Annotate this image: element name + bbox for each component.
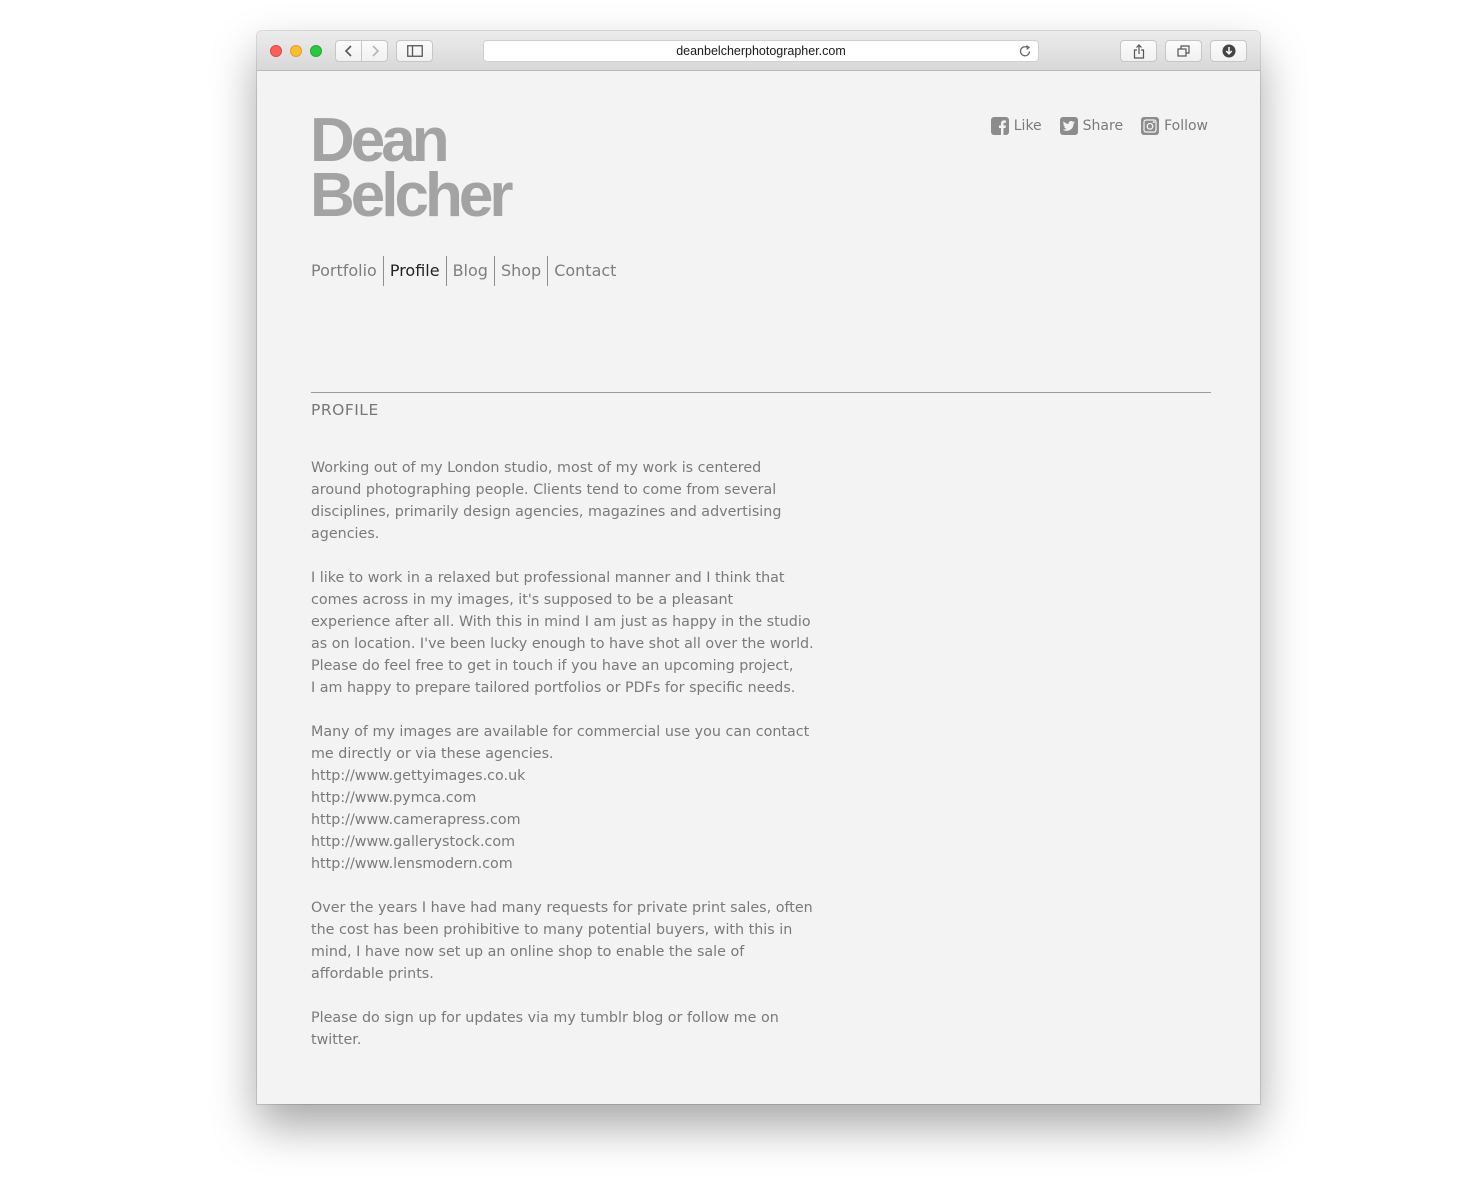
text-line: affordable prints. [311,966,434,982]
address-bar[interactable] [483,40,1039,62]
instagram-follow-link[interactable] [1141,117,1208,135]
nav-item-profile[interactable]: Profile [383,256,446,286]
minimize-window-button[interactable] [290,45,302,57]
sidebar-button[interactable] [396,40,433,62]
agency-link-lensmodern[interactable]: http://www.lensmodern.com [311,856,513,872]
logo-line-2: Belcher [310,161,510,230]
facebook-icon [991,117,1009,135]
profile-paragraph-1 [311,457,891,545]
share-button[interactable] [1120,40,1157,62]
share-icon [1133,44,1145,59]
text-line: twitter. [311,1032,362,1048]
text-line: agencies. [311,526,380,542]
text-line: the cost has been prohibitive to many potential buyers, with this in [311,922,793,938]
browser-toolbar [257,31,1260,71]
text-line: me directly or via these agencies. [311,746,554,762]
nav-item-contact[interactable]: Contact [547,256,622,286]
forward-button[interactable] [361,40,388,62]
text-line: disciplines, primarily design agencies, magazines and advertising [311,504,782,520]
page-title: PROFILE [311,401,379,419]
text-line: experience after all. With this in mind I am just as happy in the studio [311,614,811,630]
text-line: Many of my images are available for commercial use you can contact [311,724,810,740]
instagram-icon [1141,117,1159,135]
agency-link-pymca[interactable]: http://www.pymca.com [311,790,477,806]
agency-link-camerapress[interactable]: http://www.camerapress.com [311,812,521,828]
text-line: comes across in my images, it's supposed to be a pleasant [311,592,734,608]
agency-link-getty[interactable]: http://www.gettyimages.co.uk [311,768,526,784]
text-line: Please do sign up for updates via my tumblr blog or follow me on [311,1010,779,1026]
text-line: I like to work in a relaxed but professional manner and I think that [311,570,785,586]
profile-paragraph-4 [311,897,891,985]
facebook-like-link[interactable] [991,117,1042,135]
section-divider [311,392,1211,393]
text-line: as on location. I've been lucky enough to have shot all over the world. [311,636,814,652]
text-line: Please do feel free to get in touch if you have an upcoming project, [311,658,794,674]
logo-line-1: Dean [310,106,446,175]
sidebar-icon [407,45,423,57]
maximize-window-button[interactable] [310,45,322,57]
profile-paragraph-5 [311,1007,891,1051]
nav-item-portfolio[interactable]: Portfolio [311,261,377,280]
site-logo[interactable] [310,106,510,230]
chevron-left-icon [344,45,354,57]
text-line: Working out of my London studio, most of my work is centered [311,460,762,476]
follow-label: Follow [1164,118,1208,134]
text-line: mind, I have now set up an online shop to enable the sale of [311,944,745,960]
url-text: deanbelcherphotographer.com [676,44,846,58]
chevron-right-icon [370,45,380,57]
share-label: Share [1082,118,1124,134]
text-line: I am happy to prepare tailored portfolios or PDFs for specific needs. [311,680,796,696]
profile-paragraph-3 [311,721,891,875]
agency-link-gallerystock[interactable]: http://www.gallerystock.com [311,834,516,850]
show-tabs-button[interactable] [1165,40,1202,62]
profile-body [311,457,891,1073]
browser-window [257,31,1260,1104]
twitter-share-link[interactable] [1060,117,1123,135]
nav-item-shop[interactable]: Shop [494,256,547,286]
reload-icon[interactable] [1019,44,1032,58]
download-icon [1222,44,1236,58]
social-links [991,117,1208,135]
downloads-button[interactable] [1210,40,1247,62]
like-label: Like [1013,118,1042,134]
profile-paragraph-2 [311,567,891,699]
back-button[interactable] [335,40,362,62]
tabs-icon [1177,45,1191,57]
text-line: around photographing people. Clients tend to come from several [311,482,777,498]
nav-item-blog[interactable]: Blog [446,256,494,286]
main-nav [311,256,622,286]
close-window-button[interactable] [270,45,282,57]
text-line: Over the years I have had many requests for private print sales, often [311,900,813,916]
twitter-icon [1060,117,1078,135]
web-page [257,71,1260,1104]
